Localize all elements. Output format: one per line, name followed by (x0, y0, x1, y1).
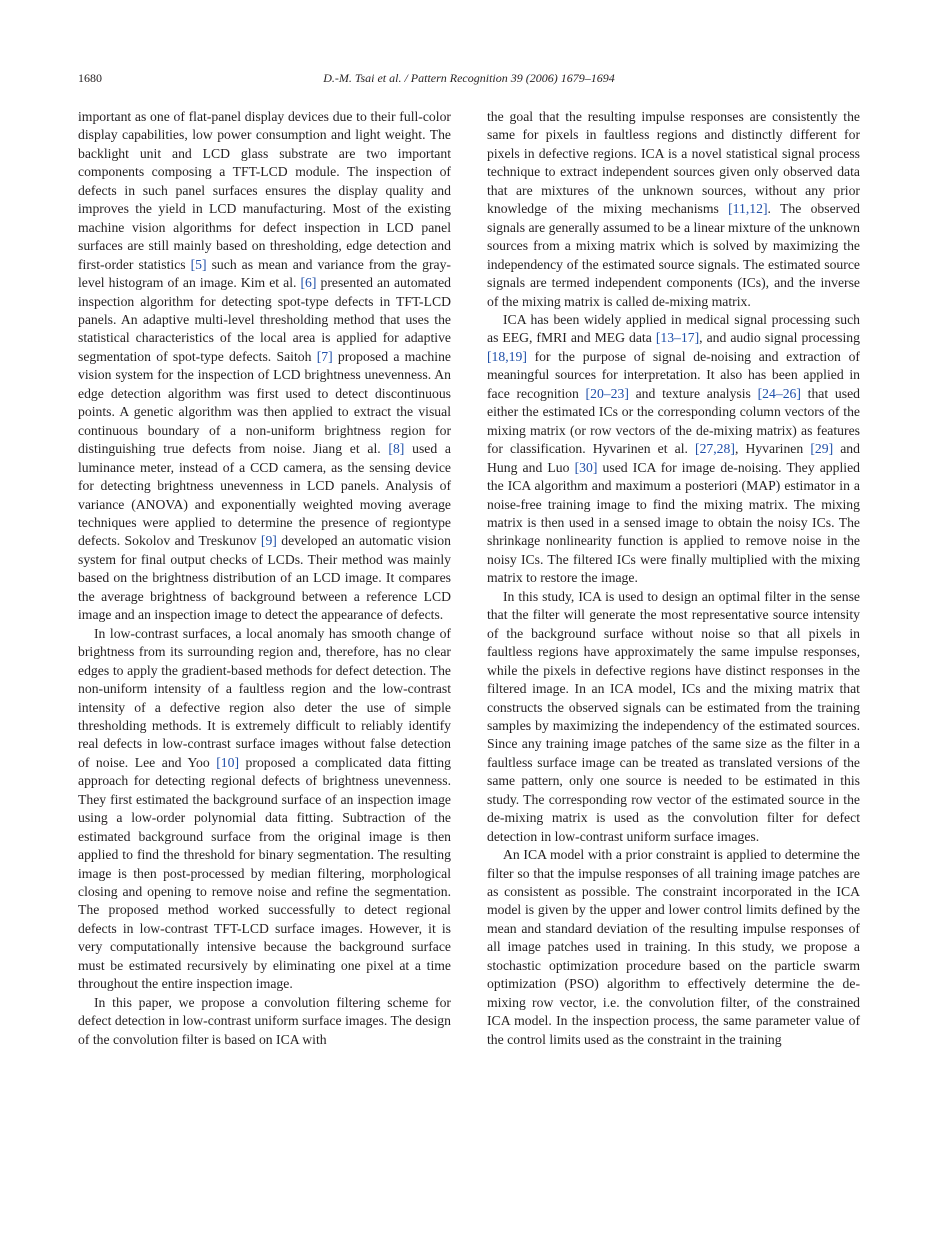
citation-link[interactable]: [30] (574, 459, 598, 475)
body-text: , and audio signal processing (699, 330, 860, 346)
body-text: such as mean and variance from the gray-level histogram of an image. Kim et al. (78, 256, 451, 291)
citation-link[interactable]: [27,28] (695, 441, 735, 457)
citation-link[interactable]: [10] (216, 754, 240, 770)
body-text: In this study, ICA is used to design an optimal filter in the sense that the filter will generate the most representative source intensity of the background surface without noise so that all pixels in faultless regions have approximately the same impulse responses, while the pixels in defective regions have distinct responses in the filtered image. In an ICA model, ICs and the mixing matrix that constructs the observed signals can be estimated from the training samples by maximizing the independency of the estimated sources. Since any training image patches of the same size as the filter in a faultless surface image can be treated as translated versions of the same pattern, only one source is needed to be estimated in this study. The corresponding row vector of the estimated source in the de-mixing matrix is used as the convolution filter for defect detection in low-contrast uniform surface images. (487, 588, 860, 844)
citation-link[interactable]: [29] (810, 441, 834, 457)
body-text: . The observed signals are generally assumed to be a linear mixture of the unknown sources from a mixing matrix which is solved by maximizing the independency of the estimated source signals. The estimated source signals are termed independent components (ICs), and the inverse of the mixing matrix is called de-mixing matrix. (487, 201, 860, 309)
paragraph (487, 846, 860, 1049)
citation-link[interactable]: [5] (190, 256, 207, 272)
body-text: proposed a machine vision system for the inspection of LCD brightness unevenness. An edge detection algorithm was first used to detect discontinuous points. A genetic algorithm was then applied to extract the visual continuous boundary of a non-uniform brightness region for distinguishing true defects from noise. Jiang et al. (78, 348, 451, 457)
page-number: 1680 (78, 71, 102, 85)
citation-link[interactable]: [18,19] (487, 348, 527, 364)
citation-link[interactable]: [11,12] (728, 201, 768, 217)
page-header (78, 71, 860, 91)
body-text: the goal that the resulting impulse responses are consistently the same for pixels in faultless regions and distinctly different for pixels in defective regions. ICA is a novel statistical signal process technique to extract independent sources given only observed data that are mixtures of the unknown sources, without any prior knowledge of the mixing mechanisms (487, 109, 860, 217)
body-text: important as one of flat-panel display devices due to their full-color display capabilities, low power consumption and light weight. The backlight unit and LCD glass substrate are two important components composing a TFT-LCD module. The inspection of defects in such panel surfaces ensures the display quality and improves the yield in LCD manufacturing. Most of the existing machine vision algorithms for defect inspection in LCD panel surfaces are still mainly based on thresholding, edge detection and first-order statistics (78, 109, 451, 272)
left-column (78, 108, 451, 1049)
body-text: An ICA model with a prior constraint is applied to determine the filter so that the impulse responses of all training image patches are as consistent as possible. The constraint incorporated in the ICA model is given by the upper and lower control limits defined by the mean and standard deviation of the resulting impulse responses of all image patches used in training. In this study, we propose a stochastic optimization procedure based on the particle swarm optimization (PSO) algorithm to effectively determine the de-mixing row vector, i.e. the convolution filter, of the constrained ICA model. In the inspection process, the same parameter value of the control limits used as the constraint in the training (487, 847, 860, 1047)
body-text: for the purpose of signal de-noising and extraction of meaningful sources for interpretation. It also has been applied in face recognition (487, 348, 860, 401)
paragraph (78, 108, 451, 625)
body-text: In low-contrast surfaces, a local anomaly has smooth change of brightness from its surrounding region and, therefore, has no clear edges to apply the gradient-based methods for defect detection. The non-uniform intensity of a faultless region and the low-contrast intensity of a defective region also deter the use of simple thresholding methods. It is extremely difficult to reliably identify real defects in low-contrast surface images without false detection of noise. Lee and Yoo (78, 625, 451, 770)
body-text: presented an automated inspection algorithm for detecting spot-type defects in TFT-LCD panels. An adaptive multi-level thresholding method that uses the statistical characteristics of the local area is applied for adaptive segmentation of spot-type defects. Saitoh (78, 275, 451, 364)
body-text: proposed a complicated data fitting approach for detecting regional defects of brightness unevenness. They first estimated the background surface of an inspection image using a low-order polynomial data fitting. Subtraction of the estimated background surface from the original image is then applied to find the threshold for binary segmentation. The resulting image is then post-processed by median filtering, morphological closing and opening to remove noise and refine the segmentation. The proposed method worked successfully to detect regional defects in low-contrast TFT-LCD surface images. However, it is very computationally intensive because the background surface must be estimated recursively by eliminating one pixel at a time throughout the entire inspection image. (78, 754, 451, 992)
citation-link[interactable]: [8] (388, 441, 405, 457)
running-title: D.-M. Tsai et al. / Pattern Recognition 39 (2006) 1679–1694 (323, 71, 615, 85)
citation-link[interactable]: [20–23] (585, 385, 629, 401)
body-text: used a luminance meter, instead of a CCD camera, as the sensing device for detecting brightness unevenness in LCD panels. Analysis of variance (ANOVA) and exponentially weighted moving average techniques were applied to determine the presence of regiontype defects. Sokolov and Treskunov (78, 441, 451, 549)
citation-link[interactable]: [24–26] (757, 385, 801, 401)
body-text: and Hung and Luo (487, 441, 860, 475)
body-text: developed an automatic vision system for final output checks of LCDs. Their method was mainly based on the brightness distribution of an LCD image. It compares the average brightness of background between a reference LCD image and an inspection image to detect the appearance of defects. (78, 533, 451, 623)
paragraph (487, 588, 860, 846)
body-text: and texture analysis (628, 385, 758, 401)
citation-link[interactable]: [9] (260, 533, 277, 549)
right-column (487, 108, 860, 1049)
citation-link[interactable]: [7] (316, 348, 333, 364)
body-text: In this paper, we propose a convolution filtering scheme for defect detection in low-contrast uniform surface images. The design of the convolution filter is based on ICA with (78, 994, 451, 1047)
paragraph (487, 108, 860, 311)
citation-link[interactable]: [6] (300, 275, 317, 291)
citation-link[interactable]: [13–17] (655, 330, 700, 346)
body-text: ICA has been widely applied in medical signal processing such as EEG, fMRI and MEG data (487, 311, 860, 346)
paragraph (78, 625, 451, 994)
body-text: , Hyvarinen (734, 441, 811, 457)
body-text: that used either the estimated ICs or the corresponding column vectors of the mixing matrix (or row vectors of the de-mixing matrix) as features for classification. Hyvarinen et al. (487, 385, 860, 457)
paragraph (78, 994, 451, 1049)
paragraph (487, 311, 860, 588)
body-text: used ICA for image de-noising. They applied the ICA algorithm and maximum a posteriori (MAP) estimator in a noise-free training image to find the mixing matrix. The mixing matrix is then used in a sensed image to obtain the noisy ICs. The shrinkage nonlinearity function is applied to remove noise in the noisy ICs. The filtered ICs were finally multiplied with the mixing matrix to restore the image. (487, 459, 860, 586)
